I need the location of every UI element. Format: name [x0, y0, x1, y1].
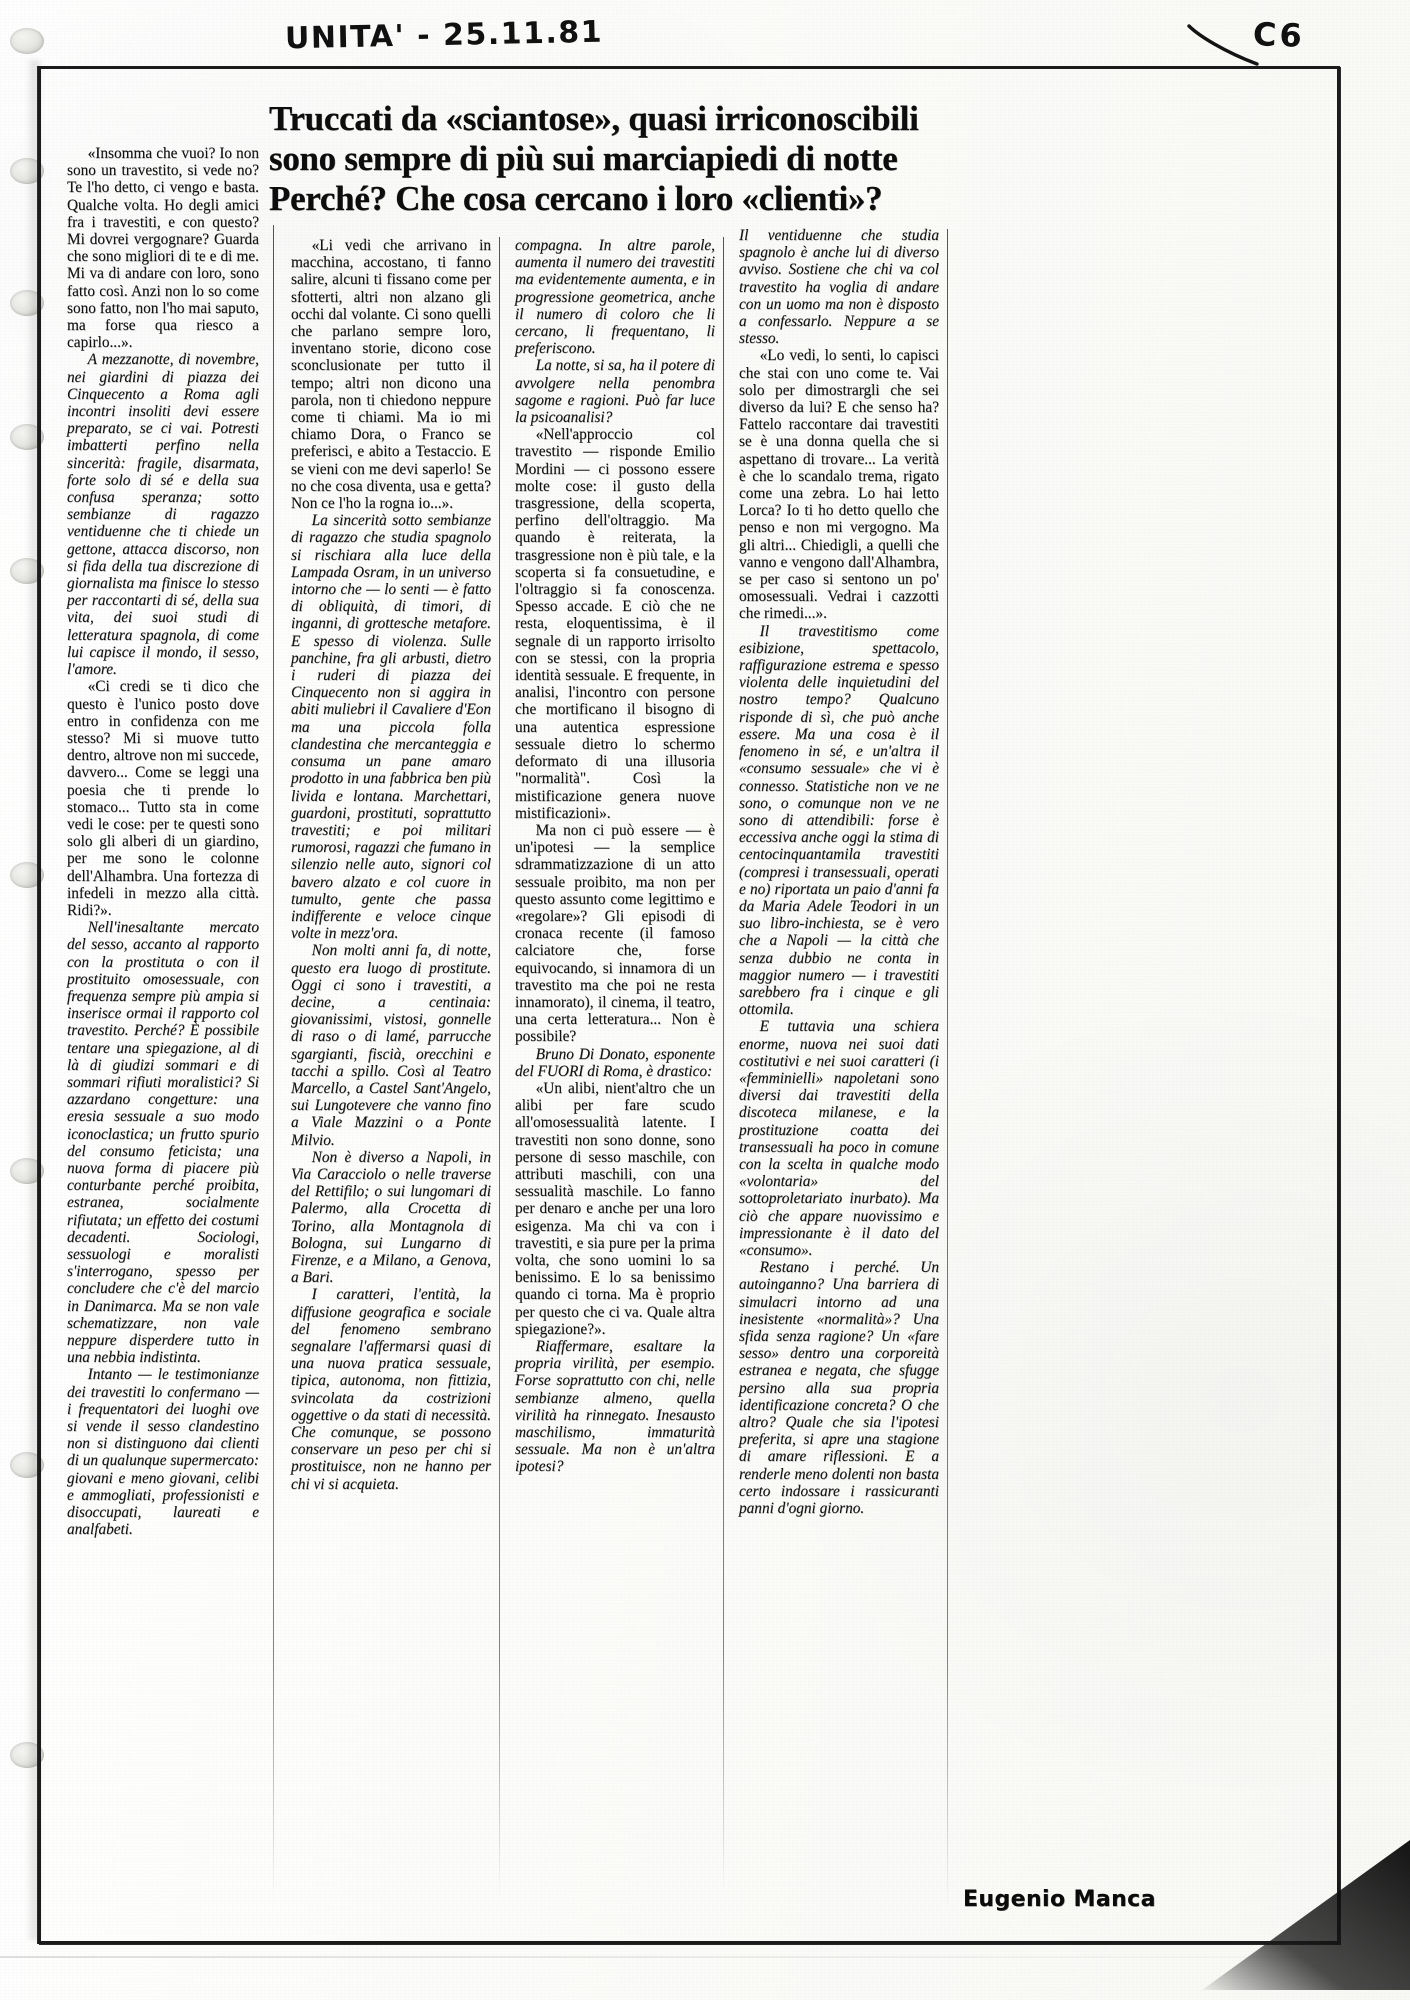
article-paragraph: Il travestitismo come esibizione, spettacolo, raffigurazione estrema e spesso violenta delle inquietudini del nostro tempo? Qualcuno risponde di sì, che può anche essere. Ma una cosa è il fenomeno in sé, e un'altra il «consumo sessuale» che vi è connesso. Statistiche non ve ne sono, o comunque non ve ne sono di attendibili: forse è eccessiva anche oggi la stima di centocinquantamila travestiti (compresi i transessuali, operati e no) riportata un paio d'anni fa da Maria Adele Teodori in un suo libro-inchiesta, se è vero che a Napoli — la città che senza dubbio ne conta in maggior numero — i travestiti sarebbero fra i cinque e gli ottomila.: [739, 622, 939, 1019]
article-paragraph: «Un alibi, nient'altro che un alibi per fare scudo all'omosessualità latente. I travestiti non sono donne, sono persone di sesso maschile, con attributi maschili, con una sessualità maschile. Lo fanno per denaro e anche per una loro esigenza. Ma chi va con i travestiti, e sia pure per la prima volta, che sono uomini lo sa benissimo. E lo sa benissimo quando ci torna. Ma è proprio per questo che ci va. Quale altra spiegazione?».: [515, 1079, 715, 1338]
handwritten-slash-mark: [1185, 22, 1261, 66]
article-paragraph: compagna. In altre parole, aumenta il numero dei travestiti ma evidentemente aumenta, e in progressione geometrica, anche il numero di coloro che li cercano, li frequentano, li preferiscono.: [515, 237, 715, 358]
article-paragraph: I caratteri, l'entità, la diffusione geografica e sociale del fenomeno sembrano segnalare l'affermarsi quasi di una nuova pratica sessuale, tipica, autonoma, non fittizia, svincolata da costrizioni oggettive o da stati di necessità. Che comunque, se possono conservare un peso per chi si prostituisce, non ne hanno per chi vi si acquieta.: [291, 1286, 491, 1493]
article-byline: Eugenio Manca: [963, 1887, 1156, 1912]
newspaper-clipping: [38, 66, 1340, 1944]
page-bottom-edge: [0, 1956, 1410, 1958]
article-paragraph: Nell'inesaltante mercato del sesso, accanto al rapporto con la prostituta o con il prostituito omosessuale, con frequenza sempre più ampia si inserisce ormai il rapporto col travestito. Perché? È possibile tentare una spiegazione, al di là di giudizi sommari e di sommari rifiuti moralistici? Si azzardano congetture: una eresia sessuale a suo modo iconoclastica; un frutto spurio del consumo feticista; una nuova forma di piacere più conturbante perché proibita, estranea, socialmente rifiutata; un effetto dei costumi decadenti. Sociologi, sessuologi e moralisti s'interrogano, spesso per concludere che c'è del marcio in Danimarca. Ma se non vale schematizzare, non vale neppure disperdere tutto in una nebbia indistinta.: [67, 919, 259, 1367]
article-paragraph: «Insomma che vuoi? Io non sono un travestito, si vede no? Te l'ho detto, ci vengo e basta. Qualche volta. Ho degli amici fra i travestiti, e con questo? Mi dovrei vergognare? Guarda che sono migliori di te e di me. Mi va di andare con loro, sono fatto così. Anzi non lo so come sono fatto, non l'ho mai saputo, ma forse qua riesco a capirlo...».: [67, 145, 259, 352]
article-paragraph: «Ci credi se ti dico che questo è l'unico posto dove entro in confidenza con me stesso? Mi si muove tutto dentro, altrove non mi succede, davvero... Come se leggi una poesia che ti prende lo stomaco... Tutto sta in come vedi le cose: per te questi sono solo gli alberi di un giardino, per me sono le colonne dell'Alhambra. Una fortezza di infedeli in mezzo alla città. Ridi?».: [67, 678, 259, 919]
article-column-1: [67, 145, 259, 1915]
article-paragraph: A mezzanotte, di novembre, nei giardini di piazza dei Cinquecento a Roma agli incontri insoliti devi essere preparato, se ci vai. Potresti imbatterti perfino nella sincerità: fragile, disarmata, forte solo di sé e della sua confusa speranza; sotto sembianze di ragazzo ventiduenne che ti chiede un gettone, attacca discorso, non si fida della tua discrezione di giornalista ma finisce lo stesso per raccontarti di sé, della sua vita, dei suoi studi di letteratura spagnola, di come lui capisce il mondo, il sesso, l'amore.: [67, 351, 259, 679]
article-column-3: [515, 237, 715, 1917]
column-rule: [723, 237, 724, 1893]
article-column-2: [291, 237, 491, 1917]
article-paragraph: E tuttavia una schiera enorme, nuova nei suoi dati costitutivi e nei suoi caratteri (i «femminielli» napoletani sono diversi dai travestiti della discoteca milanese, e la prostituzione coatta dei transessuali ha poco in comune con la scelta in qualche modo «volontaria» del sottoproletariato inurbato). Ma ciò che appare nuovissimo e impressionante è il dato del «consumo».: [739, 1018, 939, 1259]
column-rule: [499, 237, 500, 1899]
handwritten-source-annotation: UNITA' - 25.11.81: [284, 14, 604, 57]
headline-line-2: sono sempre di più sui marciapiedi di notte: [269, 139, 898, 178]
article-paragraph: Riaffermare, esaltare la propria virilità, per esempio. Forse soprattutto con chi, nelle sembianze almeno, quella virilità ha rinnegato. Inesausto maschilismo, immaturità sessuale. Ma non è un'altra ipotesi?: [515, 1338, 715, 1476]
article-paragraph: Bruno Di Donato, esponente del FUORI di Roma, è drastico:: [515, 1045, 715, 1080]
article-paragraph: Intanto — le testimonianze dei travestiti lo confermano — i frequentatori dei luoghi ove si vende il sesso clandestino non si distinguono dai clienti di un qualunque supermercato: giovani e meno giovani, celibi e ammogliati, professionisti e disoccupati, laureati e analfabeti.: [67, 1366, 259, 1539]
article-paragraph: Restano i perché. Un autoinganno? Una barriera di simulacri intorno ad una inesistente «normalità»? Una sfida senza ragione? Un «fare sesso» dentro una corporeità estranea e negata, che sfugge persino alla sua propria identificazione concreta? O che altro? Quale che sia l'ipotesi preferita, si apre una stagione di amare riflessioni. E a renderle meno dolenti non basta certo indossare i rassicuranti panni d'ogni giorno.: [739, 1259, 939, 1518]
article-body: [59, 87, 1321, 1933]
article-paragraph: La notte, si sa, ha il potere di avvolgere nella penombra sagome e ragioni. Può far luce la psicoanalisi?: [515, 357, 715, 427]
binder-hole: [10, 28, 44, 54]
article-column-4: [739, 227, 939, 1917]
article-paragraph: Non è diverso a Napoli, in Via Caracciolo o nelle traverse del Rettifilo; o sui lungomari di Palermo, alla Crocetta di Torino, alla Montagnola di Bologna, sui Lungarno di Firenze, e a Milano, a Genova, a Bari.: [291, 1148, 491, 1287]
article-paragraph: «Lo vedi, lo senti, lo capisci che stai con uno come te. Vai solo per dimostrargli che sei diverso da lui? E che senso ha? Fattelo raccontare dai travestiti se è una donna quella che si aspettano di trovare... La verità è che lo scandalo trema, rigato come una zebra. Lo hai letto Lorca? Io ti ho detto quello che penso e non mi vergogno. Ma gli altri... Chiedigli, a quelli che vanno e vengono dall'Alhambra, se per caso si sentono un po' omosessuali. Vedrai i cazzotti che rimedi...».: [739, 347, 939, 623]
article-paragraph: La sincerità sotto sembianze di ragazzo che studia spagnolo si rischiara alla luce della Lampada Osram, in un universo intorno che — lo senti — è fatto di obliquità, di timori, di inganni, di grottesche metafore. E spesso di violenza. Sulle panchine, fra gli arbusti, dietro i ruderi di piazza dei Cinquecento non si aggira in abiti muliebri il Cavaliere d'Eon ma una piccola folla clandestina che mercanteggia e consuma un pane amaro prodotto in una fabbrica ben più livida e lontana. Marchettari, guardoni, prostituti, soprattutto travestiti; e poi militari rumorosi, ragazzi che fumano in silenzio nelle auto, signori col bavero alzato e col cuore in tumulto, gente che passa indifferente e veloce cinque volte in mezz'ora.: [291, 512, 491, 943]
column-rule: [947, 229, 948, 1909]
article-paragraph: Non molti anni fa, di notte, questo era luogo di prostitute. Oggi ci sono i travestiti, a decine, a centinaia: giovanissimi, vistosi, gonnelle di raso o di lamé, parrucche sgargianti, fiscià, orecchini e tacchi a spillo. Così al Teatro Marcello, a Castel Sant'Angelo, sui Lungotevere che vanno fino a Viale Mazzini o a Ponte Milvio.: [291, 942, 491, 1149]
column-rule: [273, 225, 274, 1901]
article-paragraph: «Li vedi che arrivano in macchina, accostano, ti fanno salire, alcuni ti fissano come per sfotterti, altri non alzano gli occhi dal volante. Ci sono quelli che parlano sempre loro, inventano storie, dicono cose sconclusionate per tutto il tempo; altri non dicono una parola, non ti chiedono neppure come ti chiami. Ma io mi chiamo Dora, o Franco se preferisci, e abito a Testaccio. E se vieni con me devi saperlo! Se no che cosa diventa, usa e getta? Non ce l'ho la rogna io...».: [291, 237, 491, 513]
article-paragraph: Ma non ci può essere — è un'ipotesi — la semplice sdrammatizzazione di un atto sessuale proibito, ma non per questo assunto come legittimo e «regolare»? Gli episodi di cronaca recente (il famoso calciatore che, forse equivocando, si innamora di un travestito ma che poi ne resta innamorato), il cinema, il teatro, una certa letteratura... Non è possibile?: [515, 821, 715, 1046]
article-paragraph: «Nell'approccio col travestito — risponde Emilio Mordini — ci possono essere molte cose: il gusto della trasgressione, della scoperta, perfino dell'oltraggio. Ma quando è reiterata, la trasgressione non è più tale, e la scoperta si fa consuetudine, e l'oltraggio si fa conoscenza. Spesso accade. E ciò che ne resta, eloquentissima, è il segnale di un rapporto irrisolto con se stessi, con la propria identità sessuale. E frequente, in analisi, l'incontro con persone che mortificano il bisogno di una autentica espressione sessuale dietro lo schermo deformato di una illusoria "normalità". Così la mistificazione genera nuove mistificazioni».: [515, 426, 715, 822]
article-paragraph: Il ventiduenne che studia spagnolo è anche lui di diverso avviso. Sostiene che chi va col travestito ha voglia di andare con un uomo ma non è disposto a confessarlo. Neppure a se stesso.: [739, 227, 939, 348]
headline-line-1: Truccati da «sciantose», quasi irriconoscibili: [269, 99, 919, 138]
handwritten-archive-code: C6: [1252, 15, 1306, 55]
headline-line-3: Perché? Che cosa cercano i loro «clienti»?: [269, 179, 883, 218]
